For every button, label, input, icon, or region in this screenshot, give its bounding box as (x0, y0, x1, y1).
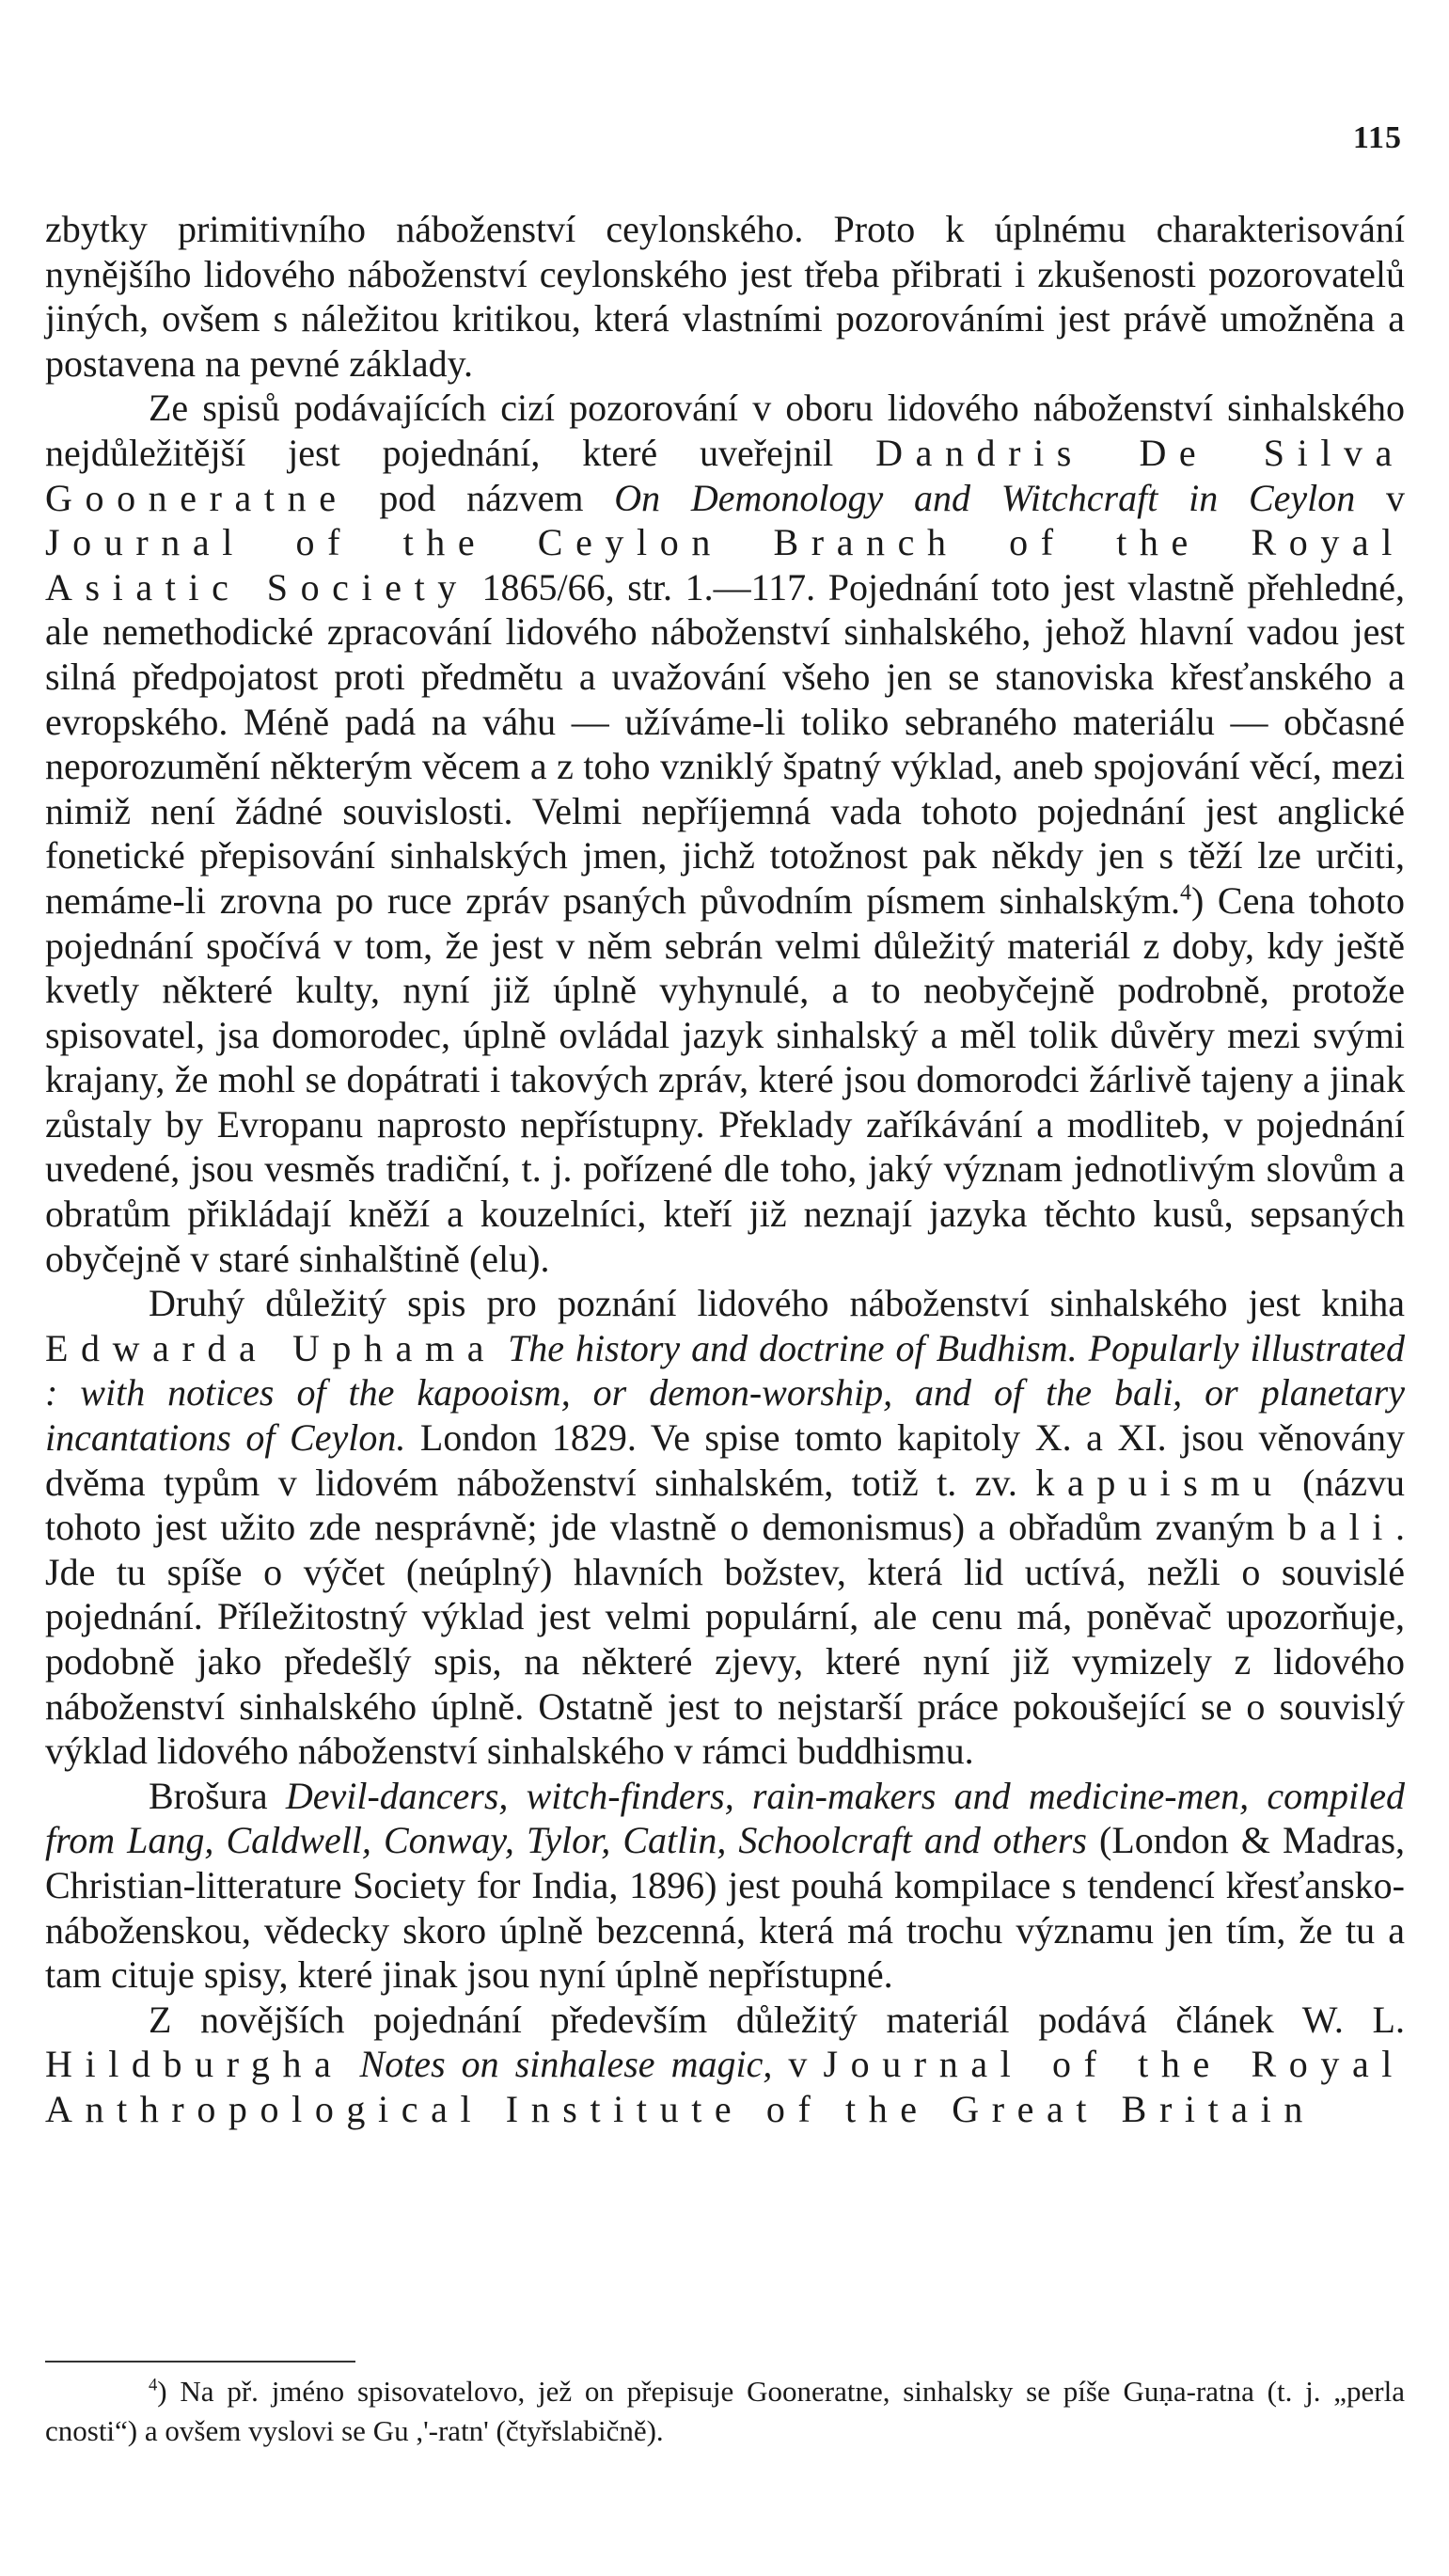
journal-name: Journal of the Royal Anthropological Institute of the Great Britain (45, 2043, 1406, 2130)
text: ) Na př. jméno spisovatelovo, jež on přepisuje Gooneratne, sinhalsky se píše Guṇa-ratna (t. j. „perla cnosti“) a ovšem vyslovi se Gu ,'-ratn' (čtyřslabičně). (45, 2375, 1405, 2447)
author-name: Hildburgha (45, 2043, 344, 2086)
term: bali (1287, 1506, 1395, 1549)
footnote (45, 2372, 1405, 2451)
footnote-ref: 4 (1179, 880, 1191, 906)
text: pod názvem (348, 476, 615, 519)
paragraph-2 (45, 386, 1405, 1281)
paragraph-5 (45, 1998, 1405, 2132)
body-text (45, 207, 1405, 2132)
text: Ze spisů podávajících cizí pozorování v oboru lidového náboženství sinhalského nejdůležitější jest pojednání, které uveřejnil (45, 387, 1405, 474)
work-title: Devil-dancers, witch-finders, rain-makers and medicine-men, compiled from Lang, Caldwell, Conway, Tylor, Catlin, Schoolcraft and others (45, 1774, 1405, 1862)
work-title: The history and doctrine of Budhism. Popularly illustrated : with notices of the kapooism, or demon-worship, and of the bali, or planetary incantations of Ceylon. (45, 1326, 1405, 1460)
text: ) Cena tohoto pojednání spočívá v tom, že jest v něm sebrán velmi důležitý materiál z doby, kdy ještě kvetly některé kulty, nyní již úplně vyhynulé, a to neobyčejně podrobně, protože spisovatel, jsa domorodec, úplně ovládal jazyk sinhalský a měl tolik důvěry mezi svými krajany, že mohl se dopátrati i takových zpráv, které jsou domorodci žárlivě tajeny a jinak zůstaly by Evropanu naprosto nepřístupny. Překlady zaříkávání a modliteb, v pojednání uvedené, jsou vesměs tradiční, t. j. pořízené dle toho, jaký význam jednotlivým slovům a obratům přikládají kněží a kouzelníci, kteří již neznají jazyka těchto kusů, sepsaných obyčejně v staré sinhalštině (elu). (45, 878, 1405, 1280)
text: (London & Madras, Christian-litterature Society for India, 1896) jest pouhá kompilace s tendencí křesťansko-náboženskou, vědecky skoro úplně bezcenná, která má trochu významu jen tím, že tu a tam cituje spisy, které jinak jsou nyní úplně nepřístupné. (45, 1819, 1406, 1997)
footnote-text (45, 2372, 1405, 2451)
footnote-mark: 4 (149, 2375, 158, 2395)
text: . Jde tu spíše o výčet (neúplný) hlavních božstev, která lid uctívá, nežli o souvislé pojednání. Příležitostný výklad jest velmi populární, ale cenu má, poněvač upozorňuje, podobně jako předešlý spis, na některé zjevy, které nyní již vymizely z lidového náboženství sinhalského úplně. Ostatně jest to nejstarší práce pokoušející se o souvislý výklad lidového náboženství sinhalského v rámci buddhismu. (45, 1506, 1405, 1773)
footnote-divider (45, 2361, 355, 2363)
paragraph-3 (45, 1281, 1405, 1774)
text (343, 2043, 359, 2085)
text: Druhý důležitý spis pro poznání lidového náboženství sinhalského jest kniha (149, 1282, 1405, 1325)
text: 1865/66, str. 1.—117. Pojednání toto jest vlastně přehledné, ale nemethodické zpracování lidového náboženství sinhalského, jehož hlavní vadou jest silná předpojatost proti předmětu a uvažování všeho jen se stanoviska křesťanského a evropského. Méně padá na váhu — užíváme-li toliko sebraného materiálu — občasné neporozumění některým věcem a z toho vzniklý špatný výklad, aneb spojování věcí, mezi nimiž není žádné souvislosti. Velmi nepříjemná vada tohoto pojednání jest anglické fonetické přepisování sinhalských jmen, jichž totožnost pak někdy jen s těží lze určiti, nemáme-li zrovna po ruce zpráv psaných původním písmem sinhalským. (45, 565, 1406, 922)
work-title: On Demonology and Witchcraft in Ceylon (614, 476, 1356, 519)
paragraph-4 (45, 1774, 1405, 1998)
page-number: 115 (1352, 120, 1402, 155)
text: Z novějších pojednání především důležitý materiál podává článek W. L. (149, 1998, 1405, 2041)
author-name: Edwarda Uphama (45, 1326, 497, 1369)
text: London 1829. Ve spise tomto kapitoly X. a XI. jsou věnovány dvěma typům v lidovém náboženství sinhalském, totiž t. zv. (45, 1416, 1406, 1504)
author-name: Dandris De Silva Gooneratne (45, 431, 1405, 519)
text: (názvu tohoto jest užito zde nesprávně; jde vlastně o demonismus) a obřadům zvaným (45, 1461, 1406, 1549)
text: v (1355, 476, 1406, 519)
text (496, 1327, 508, 1369)
text: Brošura (149, 1774, 286, 1817)
work-title: Notes on sinhalese magic, (359, 2043, 773, 2086)
term: kapuismu (1035, 1461, 1284, 1504)
paragraph-1: zbytky primitivního náboženství ceylonského. Proto k úplnému charakterisování nynějšího lidového náboženství ceylonského jest třeba přibrati i zkušenosti pozorovatelů jiných, ovšem s náležitou kritikou, která vlastními pozorováními jest právě umožněna a postavena na pevné základy. (45, 208, 1405, 385)
text: v (772, 2043, 824, 2086)
journal-name: Journal of the Ceylon Branch of the Royal Asiatic Society (45, 521, 1405, 608)
